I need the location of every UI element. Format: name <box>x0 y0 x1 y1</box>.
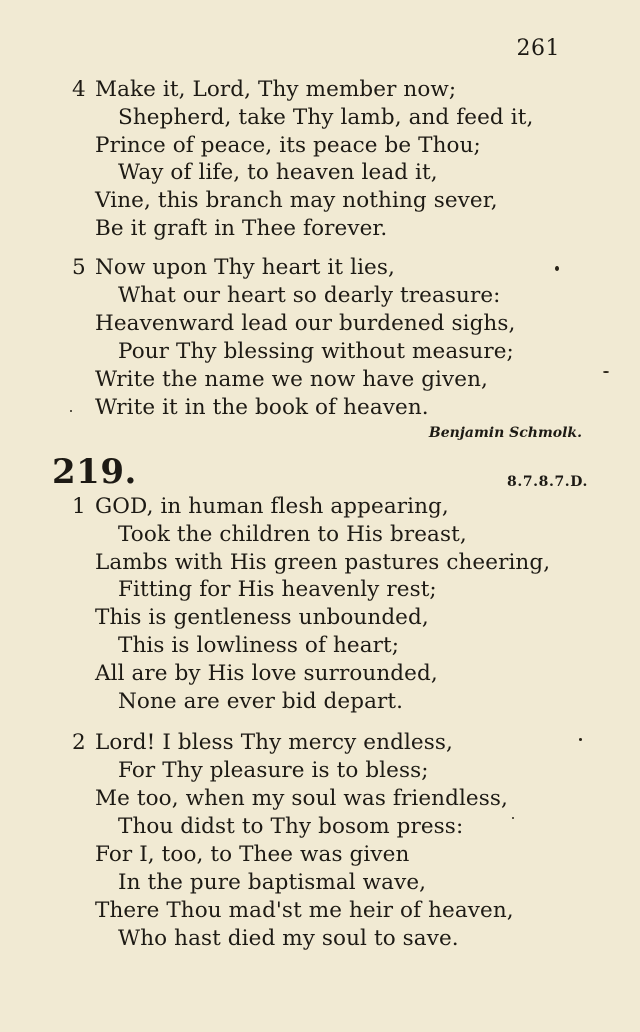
verse-line: Who hast died my soul to save. <box>118 926 459 951</box>
verse-line: Fitting for His heavenly rest; <box>118 577 437 602</box>
verse-line: There Thou mad'st me heir of heaven, <box>95 898 514 923</box>
author-attribution: Benjamin Schmolk. <box>428 425 582 441</box>
verse-line: Took the children to His breast, <box>118 522 467 547</box>
verse-line: Write the name we now have given, <box>95 367 488 392</box>
hymn-meter: 8.7.8.7.D. <box>507 474 588 490</box>
verse-line: For Thy pleasure is to bless; <box>118 758 429 783</box>
verse-line: This is lowliness of heart; <box>118 633 400 658</box>
verse-line: 4 Make it, Lord, Thy member now; <box>72 77 457 102</box>
verse-line: Prince of peace, its peace be Thou; <box>95 133 481 158</box>
ink-speck <box>70 410 72 412</box>
verse-line: Vine, this branch may nothing sever, <box>95 188 498 213</box>
verse-line: Write it in the book of heaven. <box>95 395 429 420</box>
verse-line: In the pure baptismal wave, <box>118 870 427 895</box>
verse-line: None are ever bid depart. <box>118 689 404 714</box>
verse-line: This is gentleness unbounded, <box>95 605 429 630</box>
verse-line: 5 Now upon Thy heart it lies, <box>72 255 395 280</box>
ink-speck <box>555 266 559 271</box>
verse-line: Thou didst to Thy bosom press: <box>118 814 464 839</box>
verse-line: All are by His love surrounded, <box>95 661 438 686</box>
ink-speck <box>512 817 514 819</box>
hymn-number: 219. <box>52 452 137 492</box>
verse-number: 4 <box>72 77 86 102</box>
verse-number: 2 <box>72 730 86 755</box>
verse-line: For I, too, to Thee was given <box>95 842 410 867</box>
ink-speck <box>579 738 582 741</box>
verse-line: Me too, when my soul was friendless, <box>95 786 508 811</box>
verse-line: Shepherd, take Thy lamb, and feed it, <box>118 105 534 130</box>
page-number: 261 <box>516 36 560 61</box>
ink-speck <box>603 371 609 373</box>
verse-line: 1 GOD, in human flesh appearing, <box>72 494 449 519</box>
verse-number: 5 <box>72 255 86 280</box>
verse-line: What our heart so dearly treasure: <box>118 283 501 308</box>
verse-line: Pour Thy blessing without measure; <box>118 339 514 364</box>
verse-line: 2 Lord! I bless Thy mercy endless, <box>72 730 453 755</box>
verse-number: 1 <box>72 494 86 519</box>
verse-line: Way of life, to heaven lead it, <box>118 160 438 185</box>
verse-line: Be it graft in Thee forever. <box>95 216 388 241</box>
verse-line: Lambs with His green pastures cheering, <box>95 550 551 575</box>
verse-line: Heavenward lead our burdened sighs, <box>95 311 516 336</box>
